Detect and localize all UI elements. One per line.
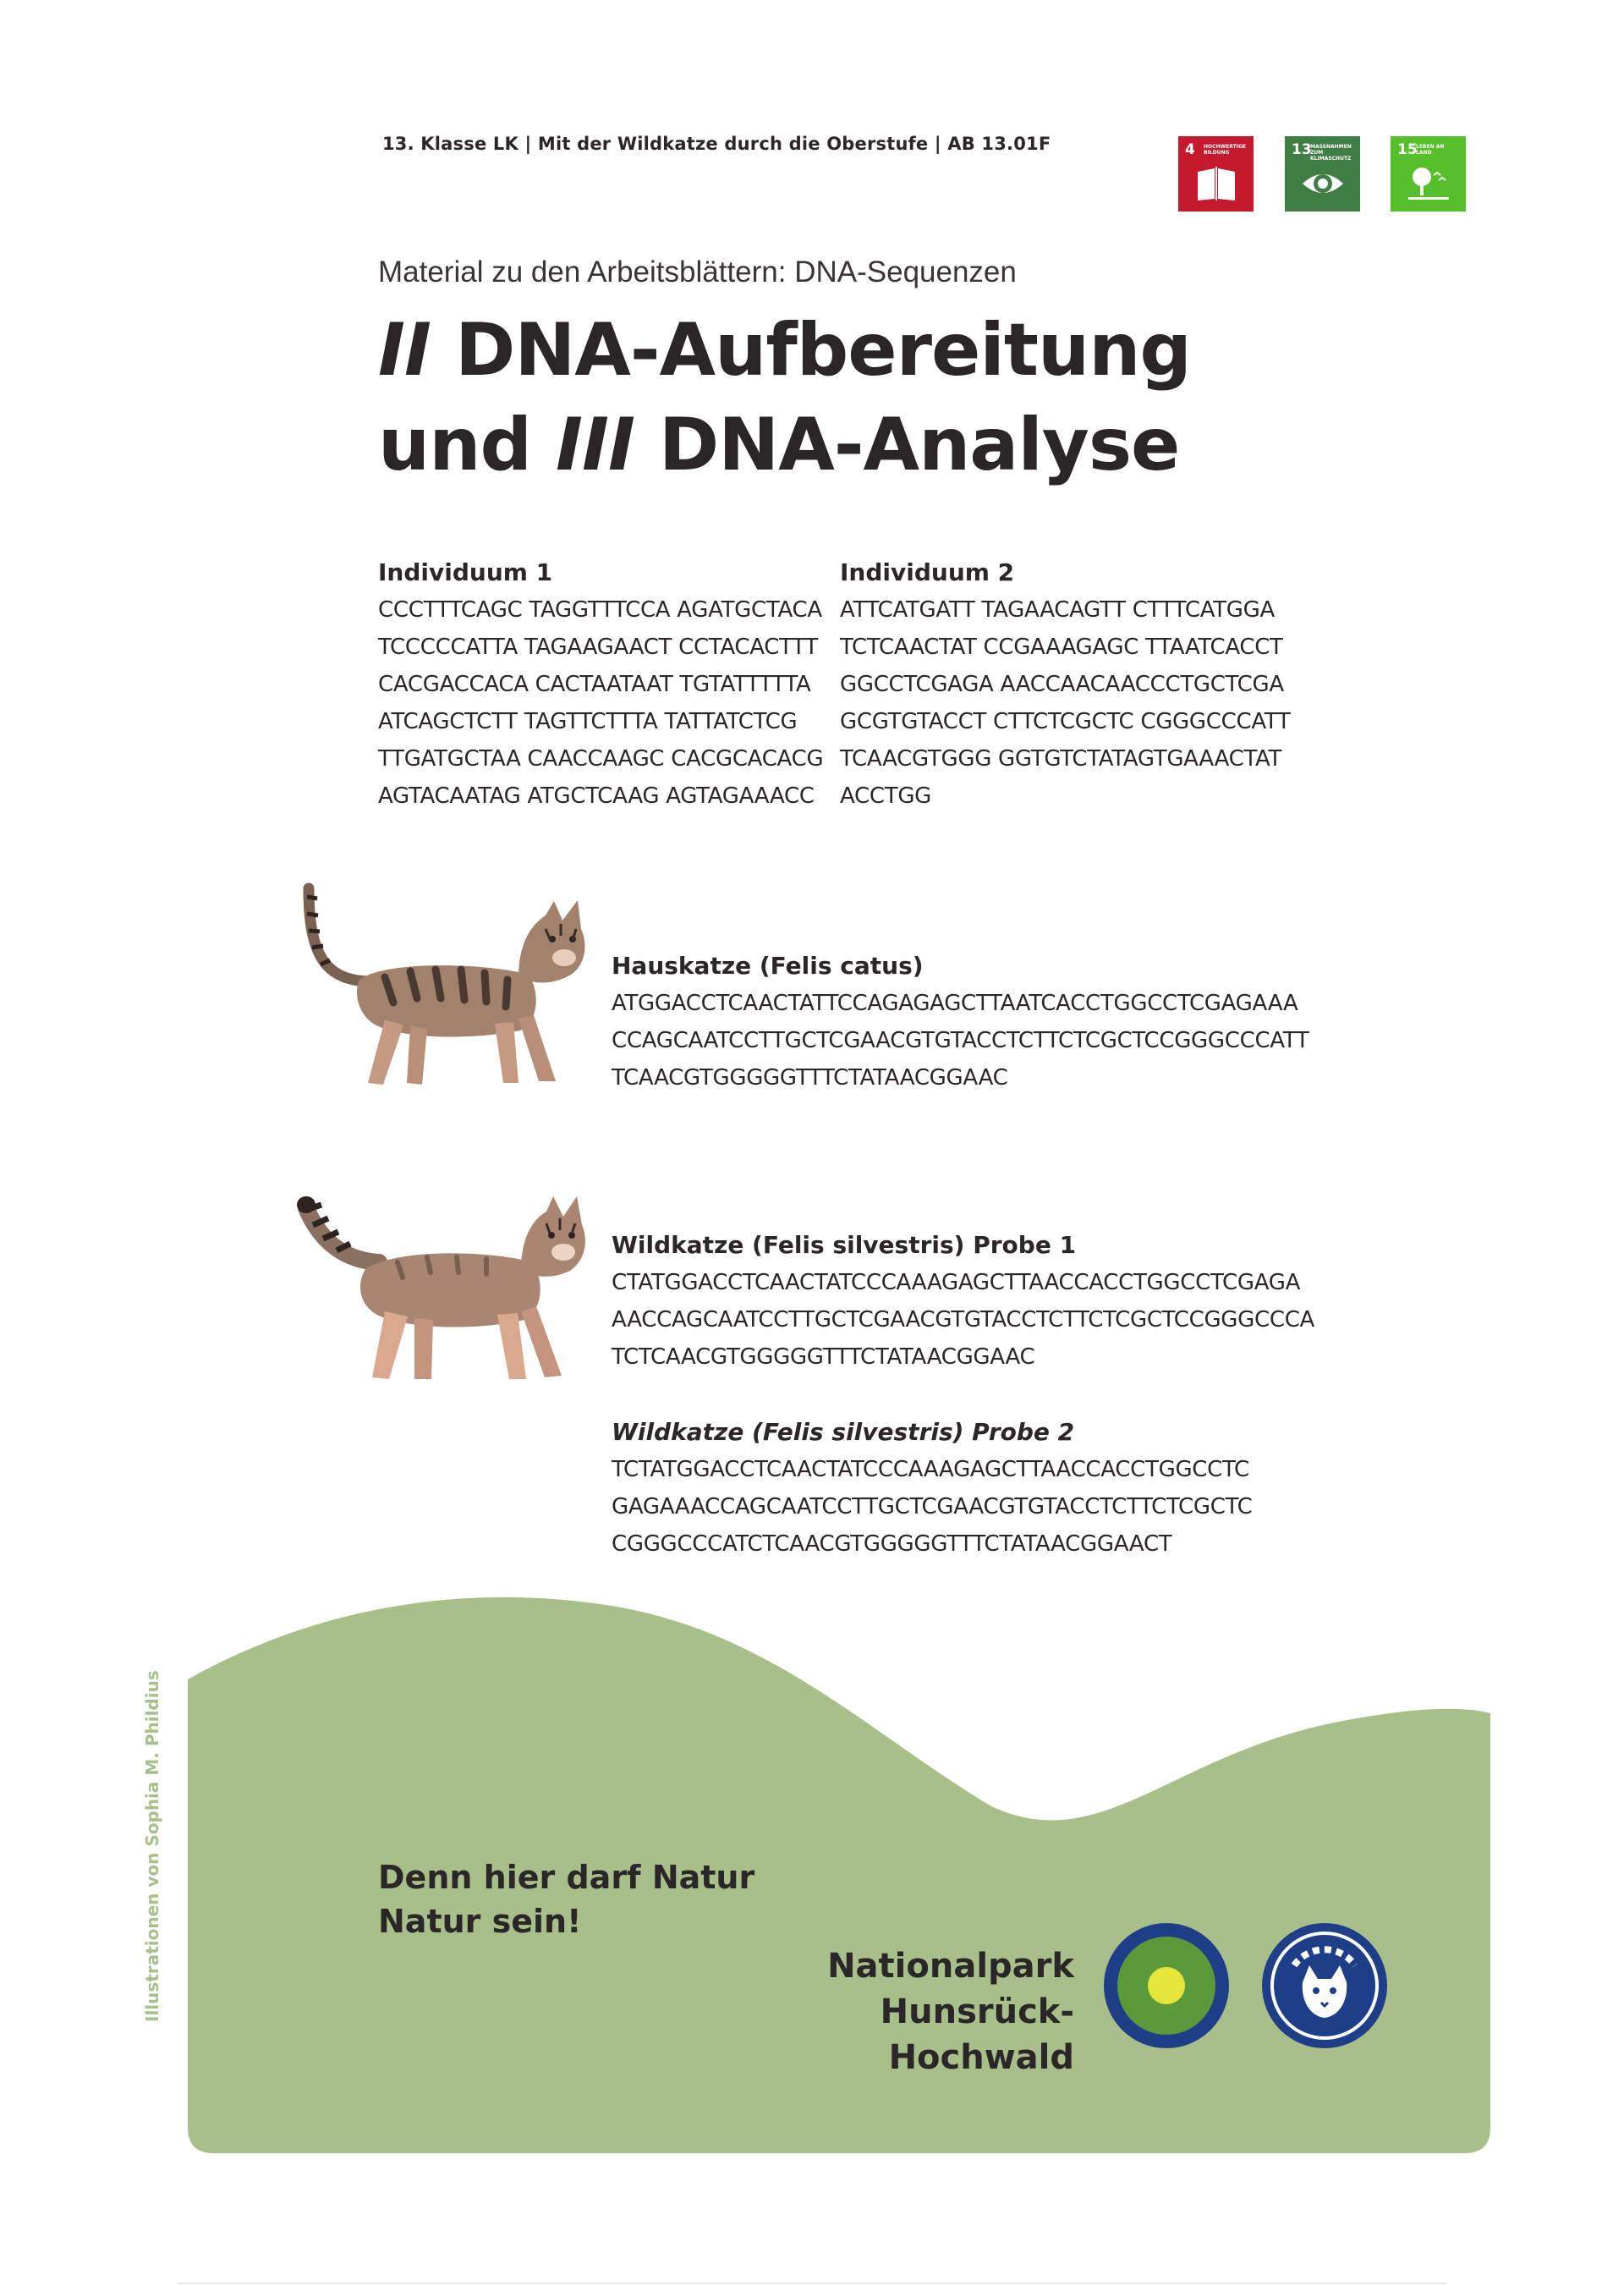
wildcat-badge-logo — [1260, 1921, 1389, 2050]
wildcat-sample-2-heading: Wildkatze (Felis silvestris) Probe 2 — [612, 1418, 1075, 1446]
sequence-line: ATTCATGATT TAGAACAGTT CTTTCATGGA — [840, 597, 1275, 623]
sequence-line: ATGGACCTCAACTATTCCAGAGAGCTTAATCACCTGGCCTCGAGAAA — [612, 991, 1298, 1016]
domestic-cat-heading: Hauskatze (Felis catus) — [612, 952, 924, 980]
sequence-line: TTGATGCTAA CAACCAAGC CACGCACACG — [378, 746, 824, 772]
domestic-cat-sequence — [612, 952, 1309, 1096]
sequence-line: GAGAAACCAGCAATCCTTGCTCGAACGTGTACCTCTTCTCGCTC — [612, 1494, 1253, 1519]
subtitle: Material zu den Arbeitsblättern: DNA-Sequenzen — [378, 256, 1017, 288]
sdg-15-badge: 15 LEBEN AN LAND — [1391, 136, 1466, 212]
sequence-line: GGCCTCGAGA AACCAACAACCCTGCTCGA — [840, 672, 1284, 697]
domestic-cat-illustration — [292, 880, 588, 1091]
sequence-line: GCGTGTACCT CTTCTCGCTC CGGGCCCATT — [840, 709, 1291, 734]
sequence-line: CACGACCACA CACTAATAAT TGTATTTTTA — [378, 672, 811, 697]
sequence-line: TCAACGTGGGGGTTTCTATAACGGAAC — [612, 1065, 1008, 1091]
sdg-13-badge: 13 MASSNAHMEN ZUM KLIMASCHUTZ — [1285, 136, 1360, 212]
wildcat-illustration — [288, 1184, 592, 1388]
park-name: Nationalpark Hunsrück-Hochwald — [827, 1947, 1074, 2077]
book-icon — [1194, 165, 1238, 202]
sequence-line: CGGGCCCATCTCAACGTGGGGGTTTCTATAACGGAACT — [612, 1531, 1172, 1557]
eye-globe-icon — [1301, 165, 1345, 202]
course-header: 13. Klasse LK | Mit der Wildkatze durch die Oberstufe | AB 13.01F — [382, 134, 1051, 154]
page-title: II DNA-Aufbereitung und III DNA-Analyse — [378, 308, 1191, 487]
sequence-line: ACCTGG — [840, 783, 932, 809]
individual-2-heading: Individuum 2 — [840, 558, 1015, 586]
sequence-line: TCCCCCATTA TAGAAGAACT CCTACACTTT — [378, 635, 818, 660]
sequence-line: AGTACAATAG ATGCTCAAG AGTAGAAACC — [378, 783, 815, 809]
individual-2-sequence — [840, 558, 1291, 815]
sequence-line: TCTCAACTAT CCGAAAGAGC TTAATCACCT — [840, 635, 1283, 660]
sequence-line: TCAACGTGGG GGTGTCTATAGTGAAACTAT — [840, 746, 1282, 772]
wildcat-sample-1-heading: Wildkatze (Felis silvestris) Probe 1 — [612, 1231, 1077, 1259]
tree-icon — [1407, 165, 1451, 202]
park-logo — [1102, 1921, 1231, 2050]
sequence-line: CCCTTTCAGC TAGGTTTCCA AGATGCTACA — [378, 597, 822, 623]
sequence-line: AACCAGCAATCCTTGCTCGAACGTGTACCTCTTCTCGCTCCGGGCCCA — [612, 1307, 1315, 1333]
wildcat-sample-1-sequence — [612, 1231, 1314, 1376]
sequence-line: TCTCAACGTGGGGGTTTCTATAACGGAAC — [612, 1344, 1035, 1370]
illustration-credit: Illustrationen von Sophia M. Phildius — [142, 1670, 162, 2022]
individual-1-sequence — [378, 558, 823, 815]
wildcat-sample-2-sequence — [612, 1418, 1253, 1563]
bottom-divider — [178, 2283, 1446, 2284]
individual-1-heading: Individuum 1 — [378, 558, 553, 586]
sequence-line: CCAGCAATCCTTGCTCGAACGTGTACCTCTTCTCGCTCCGGGCCCATT — [612, 1028, 1309, 1053]
slogan: Denn hier darf Natur Natur sein! — [378, 1859, 755, 1940]
sdg-4-badge: 4 HOCHWERTIGE BILDUNG — [1178, 136, 1254, 212]
sequence-line: CTATGGACCTCAACTATCCCAAAGAGCTTAACCACCTGGCCTCGAGA — [612, 1270, 1301, 1295]
sequence-line: TCTATGGACCTCAACTATCCCAAAGAGCTTAACCACCTGGCCTC — [612, 1457, 1249, 1482]
sequence-line: ATCAGCTCTT TAGTTCTTTA TATTATCTCG — [378, 709, 798, 734]
